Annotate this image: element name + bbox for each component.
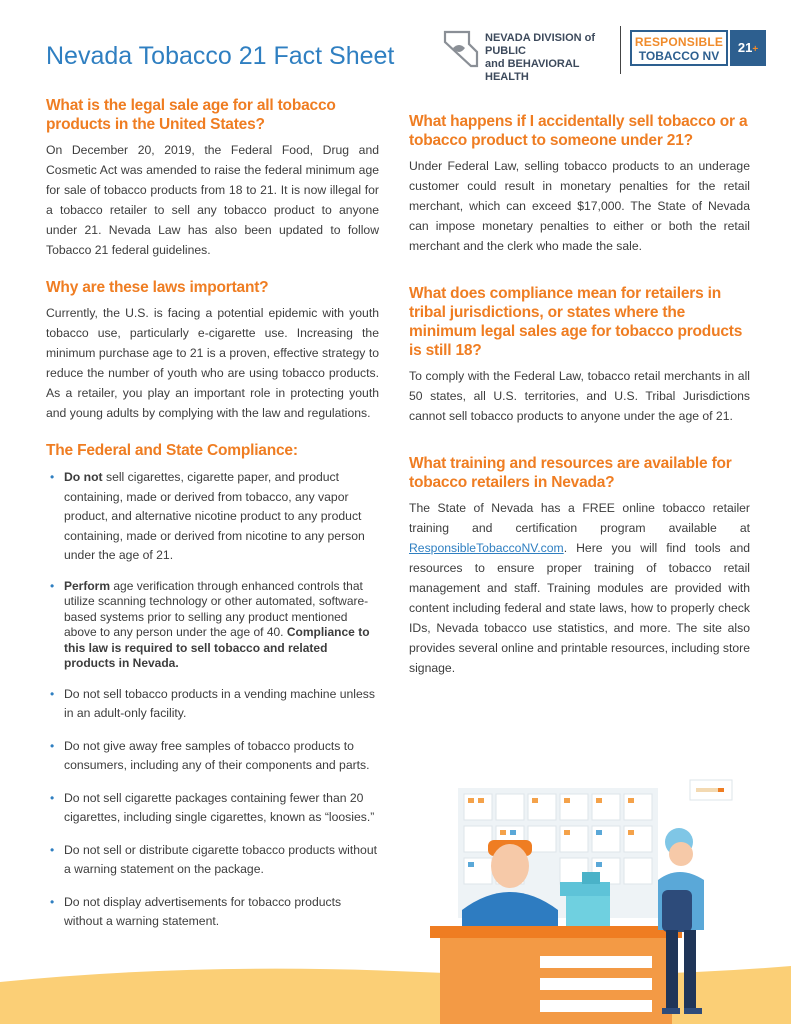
bullet-dot-icon: • [50,790,55,805]
section-tribal [409,284,750,426]
list-item [46,893,379,932]
list-item [46,579,379,672]
list-item-text: sell cigarettes, cigarette paper, and product containing, made or derived from tobacco, any vapor product, and alternative nicotine product to any product containing, made or derived from nicotine to any person under the age of 21. [64,470,365,562]
list-item-bold: Do not [64,470,103,484]
list-item [46,468,379,566]
list-item-text: Do not give away free samples of tobacco products to consumers, including any of their components and parts. [64,738,370,772]
section-why-important [46,278,379,423]
section-body [409,498,750,678]
bullet-dot-icon: • [50,738,55,753]
rt-logo-line2: TOBACCO NV [638,49,720,63]
list-item-text: Do not sell tobacco products in a vending machine unless in an adult-only facility. [64,686,375,720]
list-item-text: age verification through enhanced controls that utilize scanning technology or other automated, software-based systems prior to selling any product mentioned above to any person under the age of 40. [64,578,369,639]
bullet-dot-icon: • [50,686,55,701]
rt-logo-line1: RESPONSIBLE [634,35,724,49]
list-item-text: Do not sell or distribute cigarette tobacco products without a warning statement on the package. [64,842,377,876]
page-title: Nevada Tobacco 21 Fact Sheet [46,42,395,70]
bullet-dot-icon: • [50,578,55,593]
training-text-pre: The State of Nevada has a FREE online tobacco retailer training and certification program available at [409,501,750,535]
list-item-bold: Perform [64,578,111,593]
section-body: To comply with the Federal Law, tobacco retail merchants in all 50 states, all U.S. territories, and U.S. Tribal Jurisdictions cannot sell tobacco products to anyone under the age of 21. [409,369,750,423]
list-item [46,789,379,828]
section-body: On December 20, 2019, the Federal Food, Drug and Cosmetic Act was amended to raise the federal minimum age for sale of tobacco products from 18 to 21. It is now illegal for a tobacco retailer to sell any tobacco product to anyone under 21. Nevada Law has also been updated to follow Tobacco 21 federal guidelines. [46,143,379,257]
list-item [46,841,379,880]
responsible-tobacco-logo [630,30,766,70]
section-heading: What happens if I accidentally sell tobacco or a tobacco product to someone under 21? [409,113,748,149]
training-text-post: . Here you will find tools and resources to ensure proper training of tobacco retail management and staff. Training modules are provided with content including federal and state laws, how to properly check IDs, Nevada tobacco use statistics, and more. The site also provides several online and printable resources, including store signage. [409,541,750,675]
list-item-bold-note: Compliance to this law is required to sell tobacco and related products in Nevada. [64,625,370,670]
responsible-tobacco-link[interactable]: ResponsibleTobaccoNV.com [409,541,564,555]
nevada-state-icon [441,28,481,68]
list-item-text: Do not display advertisements for tobacco products without a warning statement. [64,894,342,928]
section-body: Currently, the U.S. is facing a potential epidemic with youth tobacco use, particularly e-cigarette use. Increasing the minimum purchase age to 21 is a proven, effective strategy to reduce the number of youth who are using tobacco products. As a retailer, you play an important role in protecting youth and young adults by complying with the law and regulations. [46,306,379,420]
right-column [409,112,750,696]
section-compliance [46,441,379,932]
section-heading: The Federal and State Compliance: [46,442,298,459]
ndpbh-logo [441,28,611,83]
rt-logo-wordmark [630,30,728,66]
bullet-dot-icon: • [50,894,55,909]
section-training [409,454,750,678]
store-illustration [400,770,791,1024]
left-column [46,96,379,950]
ndpbh-logo-line2: and BEHAVIORAL HEALTH [485,58,580,83]
section-heading: Why are these laws important? [46,279,269,296]
list-item [46,737,379,776]
rt-badge-plus: + [752,44,759,55]
section-legal-age [46,96,379,260]
ndpbh-logo-line1: NEVADA DIVISION of PUBLIC [485,32,596,57]
bullet-dot-icon: • [50,842,55,857]
bullet-dot-icon: • [50,470,55,484]
compliance-list [46,468,379,932]
section-heading: What does compliance mean for retailers in tribal jurisdictions, or states where the minimum legal sales age for tobacco products is still 18? [409,285,743,359]
section-body: Under Federal Law, selling tobacco products to an underage customer could result in monetary penalties for the retail merchant, which can exceed $17,000. The State of Nevada can impose monetary penalties to either or both the retail merchant and the clerk who made the sale. [409,159,750,253]
section-heading: What is the legal sale age for all tobacco products in the United States? [46,97,336,133]
rt-badge-number: 21 [737,40,753,55]
logo-divider [620,26,621,74]
list-item-text: Do not sell cigarette packages containing fewer than 20 cigarettes, including single cigarettes, known as “loosies.” [64,790,375,824]
list-item [46,685,379,724]
cigarette-sign-icon [690,780,732,800]
section-penalties [409,112,750,256]
section-heading: What training and resources are available for tobacco retailers in Nevada? [409,455,732,491]
rt-21-badge [730,30,766,66]
store-counter [430,926,682,1024]
